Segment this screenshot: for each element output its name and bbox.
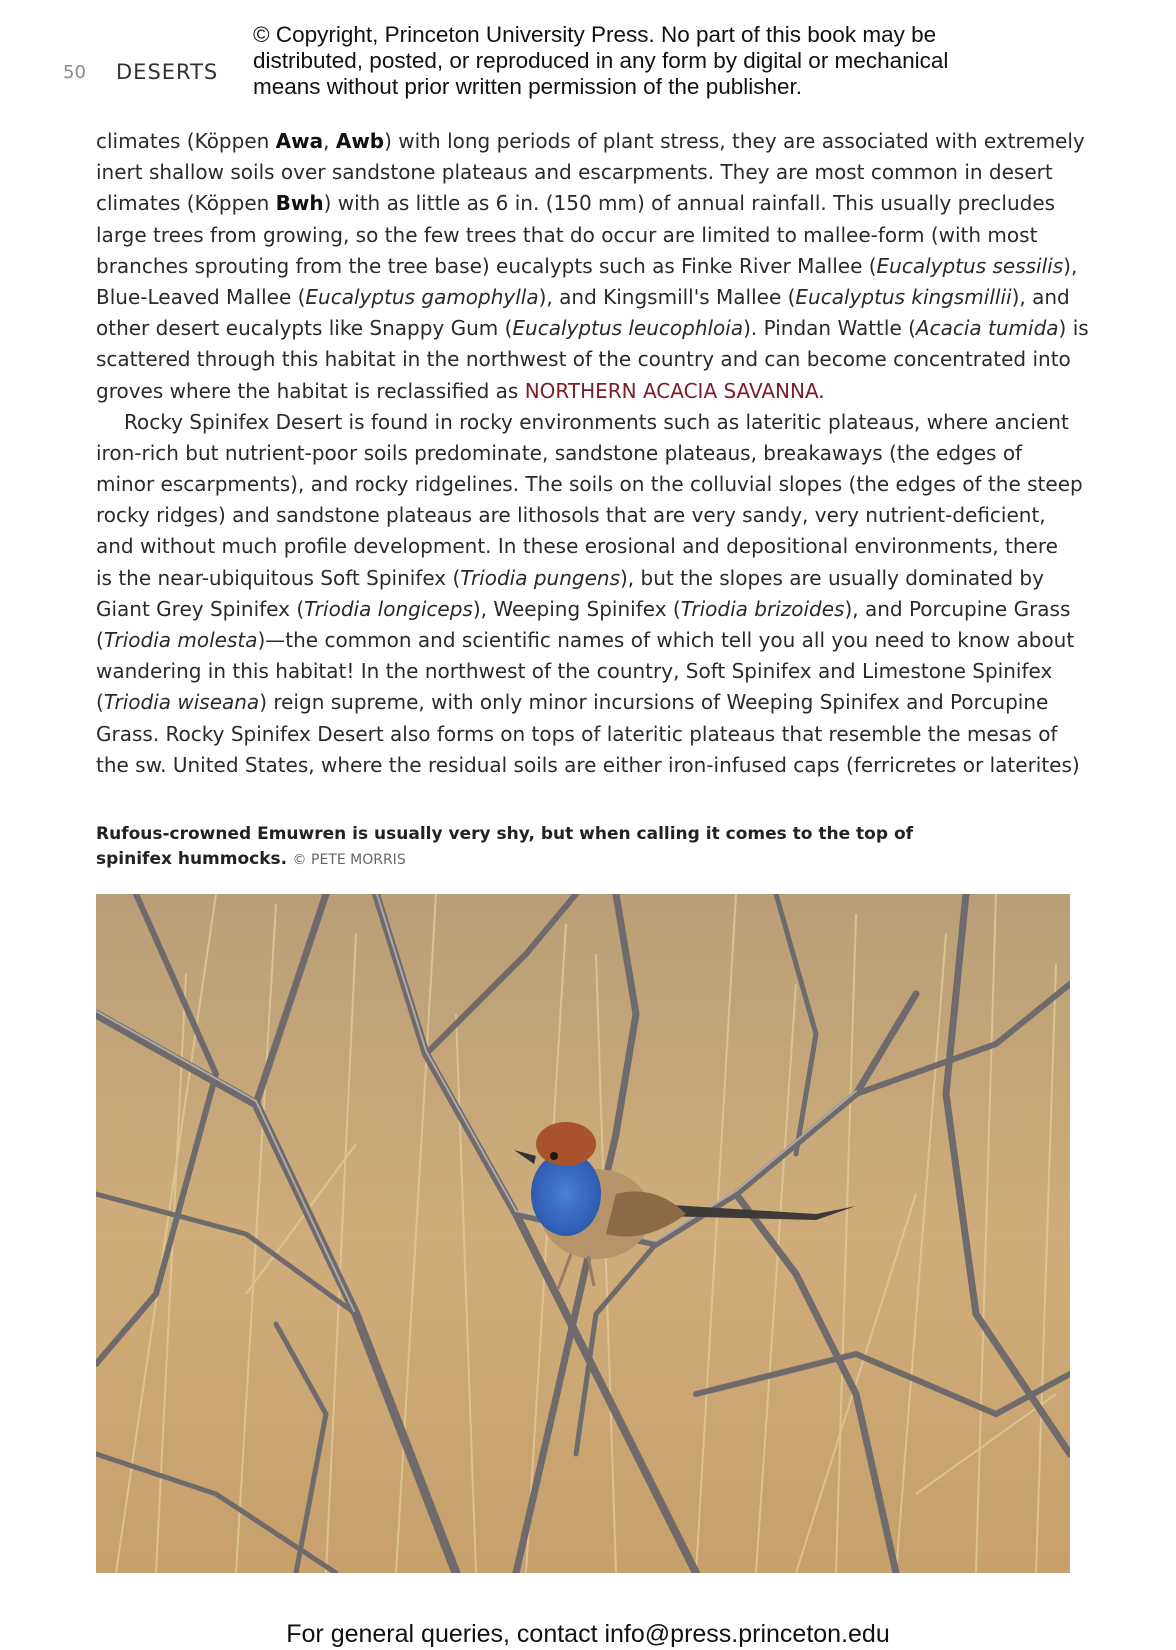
- text-line: is the near-ubiquitous Soft Spinifex (Triodia pungens), but the slopes are usually dominated by: [96, 565, 1044, 590]
- footer-contact: For general queries, contact info@press.princeton.edu: [286, 1620, 890, 1648]
- text-line: groves where the habitat is reclassified as NORTHERN ACACIA SAVANNA.: [96, 378, 825, 403]
- text-line: wandering in this habitat! In the northwest of the country, Soft Spinifex and Limestone Spinifex: [96, 659, 1053, 684]
- text-line: iron-rich but nutrient-poor soils predominate, sandstone plateaus, breakaways (the edges of: [96, 440, 1023, 465]
- text-line: climates (Köppen Awa, Awb) with long periods of plant stress, they are associated with extremely: [96, 129, 1085, 153]
- body-text: [96, 126, 1089, 781]
- text-line: climates (Köppen Bwh) with as little as 6 in. (150 mm) of annual rainfall. This usually precludes: [96, 191, 1056, 216]
- text-line: Giant Grey Spinifex (Triodia longiceps), Weeping Spinifex (Triodia brizoides), and Porcupine Grass: [96, 596, 1071, 621]
- running-head: DESERTS: [116, 60, 219, 84]
- copyright-line: distributed, posted, or reproduced in any form by digital or mechanical: [253, 48, 949, 73]
- text-line: other desert eucalypts like Snappy Gum (Eucalyptus leucophloia). Pindan Wattle (Acacia tumida) is: [96, 316, 1089, 341]
- text-line: large trees from growing, so the few trees that do occur are limited to mallee-form (with most: [96, 222, 1038, 247]
- photo-credit: © PETE MORRIS: [292, 852, 406, 868]
- copyright-notice: [253, 22, 1013, 100]
- bird-illustration: [96, 894, 1070, 1573]
- page-number: 50: [63, 62, 86, 83]
- caption-text: Rufous-crowned Emuwren is usually very shy, but when calling it comes to the top of: [96, 824, 914, 844]
- text-line: (Triodia wiseana) reign supreme, with only minor incursions of Weeping Spinifex and Porcupine: [96, 690, 1049, 715]
- text-line: branches sprouting from the tree base) eucalypts such as Finke River Mallee (Eucalyptus sessilis),: [96, 253, 1078, 278]
- text-line: Rocky Spinifex Desert is found in rocky environments such as lateritic plateaus, where ancient: [124, 409, 1069, 434]
- emuwren-photo: [96, 894, 1070, 1573]
- text-line: the sw. United States, where the residual soils are either iron-infused caps (ferricretes or laterites): [96, 752, 1080, 777]
- photo-caption: [96, 822, 956, 873]
- cross-reference-link[interactable]: NORTHERN ACACIA SAVANNA: [524, 378, 819, 403]
- text-line: rocky ridges) and sandstone plateaus are lithosols that are very sandy, very nutrient-deficient,: [96, 503, 1046, 528]
- copyright-line: means without prior written permission of the publisher.: [253, 74, 803, 99]
- copyright-line: © Copyright, Princeton University Press. No part of this book may be: [253, 22, 937, 47]
- text-line: inert shallow soils over sandstone plateaus and escarpments. They are most common in desert: [96, 160, 1053, 185]
- text-line: Grass. Rocky Spinifex Desert also forms on tops of lateritic plateaus that resemble the mesas of: [96, 721, 1058, 746]
- text-line: scattered through this habitat in the northwest of the country and can become concentrated into: [96, 347, 1071, 372]
- text-line: (Triodia molesta)—the common and scientific names of which tell you all you need to know about: [96, 628, 1075, 652]
- caption-text: spinifex hummocks.: [96, 849, 288, 869]
- text-line: and without much profile development. In these erosional and depositional environments, there: [96, 534, 1058, 559]
- text-line: Blue-Leaved Mallee (Eucalyptus gamophylla), and Kingsmill's Mallee (Eucalyptus kingsmillii), and: [96, 284, 1070, 309]
- text-line: minor escarpments), and rocky ridgelines. The soils on the colluvial slopes (the edges of the steep: [96, 472, 1083, 497]
